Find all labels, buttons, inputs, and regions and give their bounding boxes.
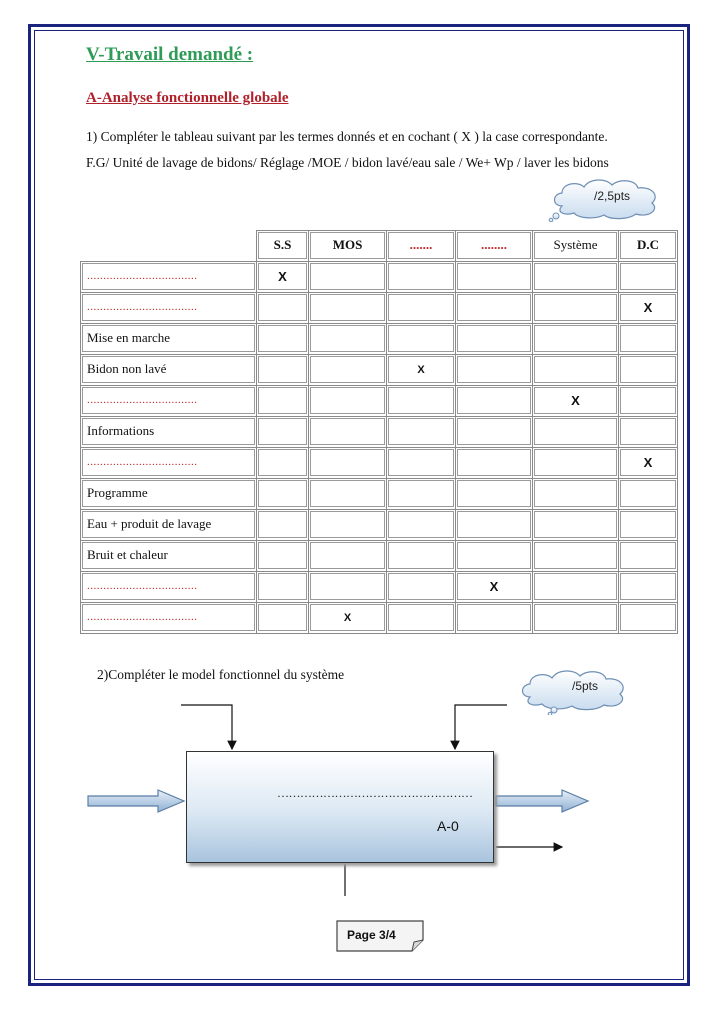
header-systeme: Système xyxy=(534,232,617,259)
check-cell-inner[interactable] xyxy=(534,263,617,290)
check-mark: X xyxy=(489,579,499,594)
check-cell[interactable] xyxy=(456,417,533,448)
header-cell xyxy=(533,231,619,262)
row-label-blank[interactable]: .................................. xyxy=(82,449,255,476)
check-cell[interactable] xyxy=(257,355,309,386)
input-arrow xyxy=(88,790,184,812)
row-label-cell xyxy=(81,324,257,355)
check-cell[interactable] xyxy=(309,293,387,324)
table-header-row xyxy=(81,231,678,262)
check-cell-inner[interactable] xyxy=(457,480,531,507)
check-cell-inner[interactable] xyxy=(457,604,531,631)
check-cell[interactable] xyxy=(533,448,619,479)
check-cell[interactable] xyxy=(257,448,309,479)
check-cell[interactable] xyxy=(533,603,619,634)
check-cell[interactable] xyxy=(619,386,678,417)
table-row xyxy=(81,510,678,541)
page-label: Page 3/4 xyxy=(347,928,396,942)
check-cell[interactable] xyxy=(387,572,456,603)
check-cell[interactable] xyxy=(533,262,619,293)
check-cell-inner[interactable] xyxy=(457,573,531,600)
check-cell[interactable] xyxy=(456,324,533,355)
check-cell-inner[interactable] xyxy=(258,294,307,321)
table-row xyxy=(81,603,678,634)
check-cell[interactable] xyxy=(309,603,387,634)
table-row xyxy=(81,417,678,448)
check-cell-inner[interactable] xyxy=(534,294,617,321)
check-cell[interactable] xyxy=(257,603,309,634)
header-ss: S.S xyxy=(258,232,307,259)
check-cell[interactable] xyxy=(533,510,619,541)
row-label-cell xyxy=(81,603,257,634)
check-mark: X xyxy=(571,393,580,408)
check-cell[interactable] xyxy=(257,417,309,448)
check-cell[interactable] xyxy=(533,293,619,324)
check-cell-inner[interactable] xyxy=(534,573,617,600)
check-cell-inner[interactable] xyxy=(620,356,676,383)
table-row xyxy=(81,386,678,417)
check-cell[interactable] xyxy=(456,386,533,417)
check-cell[interactable] xyxy=(257,293,309,324)
check-cell[interactable] xyxy=(257,479,309,510)
page-number-tag xyxy=(336,920,424,952)
check-cell[interactable] xyxy=(456,510,533,541)
check-cell-inner[interactable] xyxy=(534,449,617,476)
check-cell-inner[interactable] xyxy=(534,387,617,414)
check-cell[interactable] xyxy=(387,603,456,634)
table-row xyxy=(81,572,678,603)
check-cell[interactable] xyxy=(619,448,678,479)
row-label-cell xyxy=(81,572,257,603)
header-cell xyxy=(456,231,533,262)
check-mark: X xyxy=(278,269,287,284)
check-cell[interactable] xyxy=(456,262,533,293)
check-mark: X xyxy=(643,455,653,470)
check-cell-inner[interactable] xyxy=(457,387,531,414)
check-cell-inner[interactable] xyxy=(258,573,307,600)
check-cell[interactable] xyxy=(619,479,678,510)
check-cell[interactable] xyxy=(387,479,456,510)
check-cell-inner[interactable] xyxy=(620,418,676,445)
table-row xyxy=(81,541,678,572)
check-cell[interactable] xyxy=(533,324,619,355)
table-row xyxy=(81,355,678,386)
check-cell-inner[interactable] xyxy=(388,325,454,352)
header-cell xyxy=(257,231,309,262)
row-label: Mise en marche xyxy=(82,325,255,352)
check-cell-inner[interactable] xyxy=(310,356,385,383)
check-cell[interactable] xyxy=(619,355,678,386)
row-label-cell xyxy=(81,541,257,572)
check-cell-inner[interactable] xyxy=(457,263,531,290)
given-terms: F.G/ Unité de lavage de bidons/ Réglage /MOE / bidon lavé/eau sale / We+ Wp / laver les bidons xyxy=(86,155,609,170)
output-arrow xyxy=(496,790,588,812)
check-cell-inner[interactable] xyxy=(388,449,454,476)
header-blank-1: ....... xyxy=(388,232,454,259)
row-label-blank[interactable]: .................................. xyxy=(82,387,255,414)
function-placeholder: …………………………………………… xyxy=(277,786,473,800)
check-cell[interactable] xyxy=(309,448,387,479)
points-label-1: /2,5pts xyxy=(594,189,631,203)
check-cell-inner[interactable] xyxy=(258,418,307,445)
check-cell-inner[interactable] xyxy=(388,263,454,290)
check-mark: X xyxy=(417,364,425,376)
check-cell[interactable] xyxy=(387,262,456,293)
check-cell[interactable] xyxy=(257,510,309,541)
check-cell-inner[interactable] xyxy=(534,604,617,631)
check-cell[interactable] xyxy=(309,262,387,293)
table-row xyxy=(81,448,678,479)
check-cell[interactable] xyxy=(533,541,619,572)
check-cell[interactable] xyxy=(309,479,387,510)
row-label: Bidon non lavé xyxy=(82,356,255,383)
check-cell-inner[interactable] xyxy=(457,356,531,383)
points-label-2: /5pts xyxy=(572,679,599,693)
check-cell-inner[interactable] xyxy=(310,387,385,414)
check-cell-inner[interactable] xyxy=(620,542,676,569)
header-cell xyxy=(619,231,678,262)
check-cell[interactable] xyxy=(619,417,678,448)
check-cell[interactable] xyxy=(619,262,678,293)
check-cell-inner[interactable] xyxy=(258,604,307,631)
table-row xyxy=(81,293,678,324)
check-cell[interactable] xyxy=(533,479,619,510)
row-label: Programme xyxy=(82,480,255,507)
check-cell[interactable] xyxy=(456,541,533,572)
check-cell-inner[interactable] xyxy=(388,294,454,321)
check-cell[interactable] xyxy=(533,355,619,386)
subsection-title: A-Analyse fonctionnelle globale xyxy=(86,90,289,106)
check-cell[interactable] xyxy=(387,386,456,417)
check-cell-inner[interactable] xyxy=(310,294,385,321)
check-cell-inner[interactable] xyxy=(258,511,307,538)
row-label: Informations xyxy=(82,418,255,445)
check-cell[interactable] xyxy=(456,479,533,510)
check-cell-inner[interactable] xyxy=(388,480,454,507)
check-cell-inner[interactable] xyxy=(310,573,385,600)
check-cell-inner[interactable] xyxy=(310,263,385,290)
row-label-blank[interactable]: .................................. xyxy=(82,573,255,600)
check-cell-inner[interactable] xyxy=(620,573,676,600)
row-label: Eau + produit de lavage xyxy=(82,511,255,538)
header-dc: D.C xyxy=(620,232,676,259)
row-label-cell xyxy=(81,448,257,479)
header-cell xyxy=(309,231,387,262)
check-cell-inner[interactable] xyxy=(258,325,307,352)
functional-analysis-table xyxy=(80,230,678,634)
check-cell[interactable] xyxy=(387,355,456,386)
check-cell[interactable] xyxy=(309,510,387,541)
function-box xyxy=(186,751,494,863)
check-cell-inner[interactable] xyxy=(534,480,617,507)
check-cell-inner[interactable] xyxy=(457,294,531,321)
check-cell[interactable] xyxy=(456,603,533,634)
header-mos: MOS xyxy=(310,232,385,259)
check-cell-inner[interactable] xyxy=(620,263,676,290)
row-label-blank[interactable]: .................................. xyxy=(82,294,255,321)
check-cell[interactable] xyxy=(309,572,387,603)
check-cell-inner[interactable] xyxy=(620,325,676,352)
table-row xyxy=(81,324,678,355)
section-title: V-Travail demandé : xyxy=(86,44,254,65)
check-cell[interactable] xyxy=(309,355,387,386)
check-mark: X xyxy=(643,300,653,315)
check-cell-inner[interactable] xyxy=(388,604,454,631)
check-cell[interactable] xyxy=(619,603,678,634)
check-cell-inner[interactable] xyxy=(310,604,385,631)
check-cell[interactable] xyxy=(456,448,533,479)
check-cell[interactable] xyxy=(619,572,678,603)
row-label-blank[interactable]: .................................. xyxy=(82,263,255,290)
table-row xyxy=(81,262,678,293)
check-cell-inner[interactable] xyxy=(620,387,676,414)
check-cell-inner[interactable] xyxy=(258,387,307,414)
row-label-cell xyxy=(81,262,257,293)
check-cell-inner[interactable] xyxy=(258,480,307,507)
check-cell-inner[interactable] xyxy=(388,511,454,538)
check-cell-inner[interactable] xyxy=(310,325,385,352)
row-label-cell xyxy=(81,386,257,417)
check-cell[interactable] xyxy=(456,293,533,324)
check-cell[interactable] xyxy=(257,572,309,603)
check-cell[interactable] xyxy=(387,293,456,324)
check-cell[interactable] xyxy=(257,262,309,293)
check-mark: X xyxy=(343,612,352,624)
check-cell[interactable] xyxy=(619,541,678,572)
check-cell[interactable] xyxy=(387,510,456,541)
row-label-cell xyxy=(81,417,257,448)
check-cell-inner[interactable] xyxy=(534,325,617,352)
check-cell-inner[interactable] xyxy=(388,542,454,569)
table-row xyxy=(81,479,678,510)
check-cell-inner[interactable] xyxy=(310,449,385,476)
check-cell[interactable] xyxy=(533,417,619,448)
header-blank-cell xyxy=(81,231,257,262)
check-cell-inner[interactable] xyxy=(388,356,454,383)
check-cell[interactable] xyxy=(456,572,533,603)
check-cell[interactable] xyxy=(309,324,387,355)
check-cell[interactable] xyxy=(387,541,456,572)
check-cell-inner[interactable] xyxy=(310,418,385,445)
header-blank-2: ........ xyxy=(457,232,531,259)
check-cell-inner[interactable] xyxy=(620,449,676,476)
check-cell-inner[interactable] xyxy=(457,418,531,445)
check-cell[interactable] xyxy=(257,386,309,417)
check-cell-inner[interactable] xyxy=(258,449,307,476)
question-2: 2)Compléter le model fonctionnel du système xyxy=(97,667,345,682)
check-cell[interactable] xyxy=(257,324,309,355)
diagram-code: A-0 xyxy=(437,818,459,834)
check-cell-inner[interactable] xyxy=(310,511,385,538)
check-cell-inner[interactable] xyxy=(310,480,385,507)
row-label-cell xyxy=(81,355,257,386)
check-cell-inner[interactable] xyxy=(620,604,676,631)
check-cell[interactable] xyxy=(619,324,678,355)
check-cell[interactable] xyxy=(619,293,678,324)
check-cell[interactable] xyxy=(533,572,619,603)
check-cell[interactable] xyxy=(387,417,456,448)
check-cell-inner[interactable] xyxy=(258,263,307,290)
check-cell[interactable] xyxy=(387,324,456,355)
check-cell-inner[interactable] xyxy=(388,573,454,600)
header-cell xyxy=(387,231,456,262)
check-cell-inner[interactable] xyxy=(388,418,454,445)
check-cell[interactable] xyxy=(456,355,533,386)
control-arrow-left xyxy=(181,705,232,749)
check-cell[interactable] xyxy=(533,386,619,417)
check-cell[interactable] xyxy=(309,541,387,572)
check-cell-inner[interactable] xyxy=(457,325,531,352)
row-label-cell xyxy=(81,293,257,324)
row-label-cell xyxy=(81,510,257,541)
check-cell-inner[interactable] xyxy=(457,449,531,476)
row-label: Bruit et chaleur xyxy=(82,542,255,569)
row-label-blank[interactable]: .................................. xyxy=(82,604,255,631)
row-label-cell xyxy=(81,479,257,510)
check-cell-inner[interactable] xyxy=(258,542,307,569)
points-cloud-1 xyxy=(548,176,668,222)
check-cell-inner[interactable] xyxy=(534,511,617,538)
table-body xyxy=(81,262,678,634)
question-1: 1) Compléter le tableau suivant par les termes donnés et en cochant ( X ) la case correspondante. xyxy=(86,129,608,144)
control-arrow-right xyxy=(455,705,507,749)
check-cell[interactable] xyxy=(309,417,387,448)
check-cell-inner[interactable] xyxy=(620,511,676,538)
check-cell[interactable] xyxy=(257,541,309,572)
check-cell-inner[interactable] xyxy=(534,418,617,445)
check-cell-inner[interactable] xyxy=(310,542,385,569)
check-cell-inner[interactable] xyxy=(457,542,531,569)
check-cell[interactable] xyxy=(619,510,678,541)
check-cell[interactable] xyxy=(387,448,456,479)
check-cell-inner[interactable] xyxy=(457,511,531,538)
check-cell-inner[interactable] xyxy=(534,356,617,383)
check-cell-inner[interactable] xyxy=(388,387,454,414)
check-cell-inner[interactable] xyxy=(620,294,676,321)
check-cell-inner[interactable] xyxy=(620,480,676,507)
check-cell[interactable] xyxy=(309,386,387,417)
check-cell-inner[interactable] xyxy=(258,356,307,383)
check-cell-inner[interactable] xyxy=(534,542,617,569)
